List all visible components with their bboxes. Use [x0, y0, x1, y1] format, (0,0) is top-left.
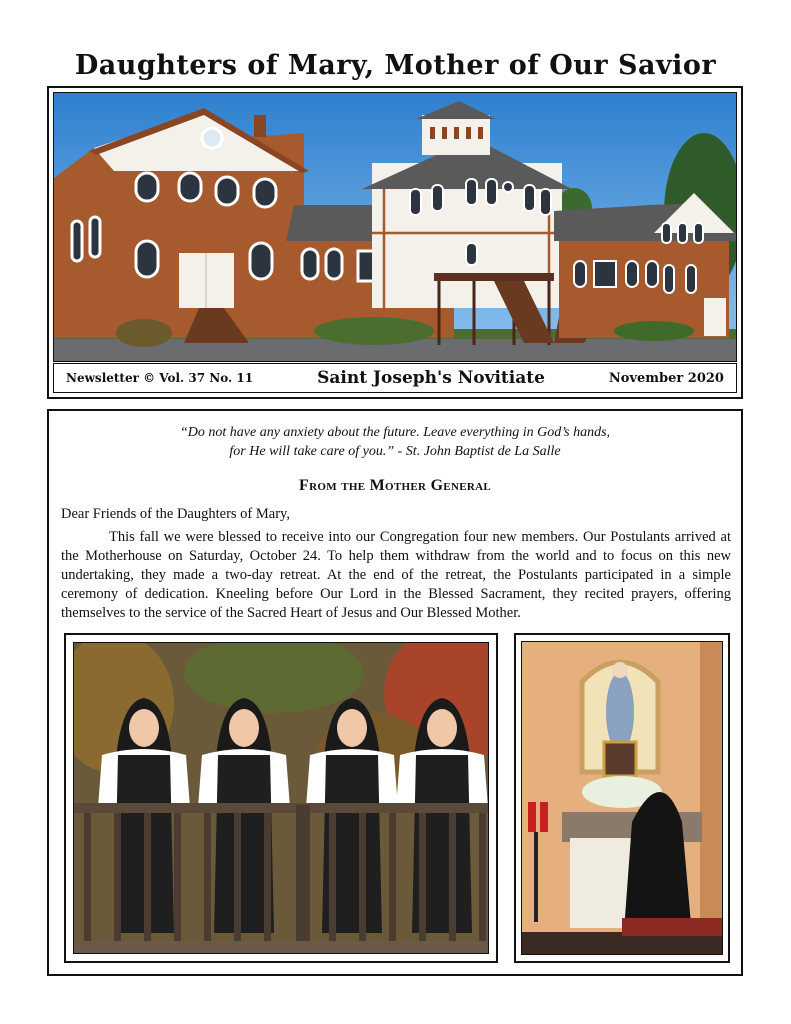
postulants-photo [73, 642, 489, 954]
newsletter-title: Daughters of Mary, Mother of Our Savior [74, 50, 717, 81]
shrine-photo [521, 641, 723, 955]
newsletter-info-bar [53, 363, 737, 393]
article-box [47, 409, 743, 976]
salutation: Dear Friends of the Daughters of Mary, [61, 506, 290, 522]
issue-date: November 2020 [608, 370, 724, 386]
quote-line-1: “Do not have any anxiety about the future. Leave everything in God’s hands, [179, 425, 611, 440]
article-body: This fall we were blessed to receive into our Congregation four new members. Our Postulants arrived at the Motherhouse on Saturday, October 24. To help them withdraw from the world and to focus on this new undertaking, they made a two-day retreat. At the end of the retreat, the Postulants participated in a simple ceremony of dedication. Kneeling before Our Lord in the Blessed Sacrament, they recited prayers, offering themselves to the service of the Sacred Heart of Jesus and Our Blessed Mother. [61, 529, 731, 621]
shrine-photo-frame [514, 633, 730, 963]
article-heading: From the Mother General [299, 477, 491, 494]
postulants-photo-frame [64, 633, 498, 963]
building-photo [53, 92, 737, 362]
novitiate-name: Saint Joseph's Novitiate [317, 368, 545, 388]
issue-number: Newsletter © Vol. 37 No. 11 [66, 371, 254, 385]
opening-quote [69, 423, 721, 461]
building-photo-frame [47, 86, 743, 399]
quote-line-2: for He will take care of you.” - St. John Baptist de La Salle [229, 444, 561, 459]
